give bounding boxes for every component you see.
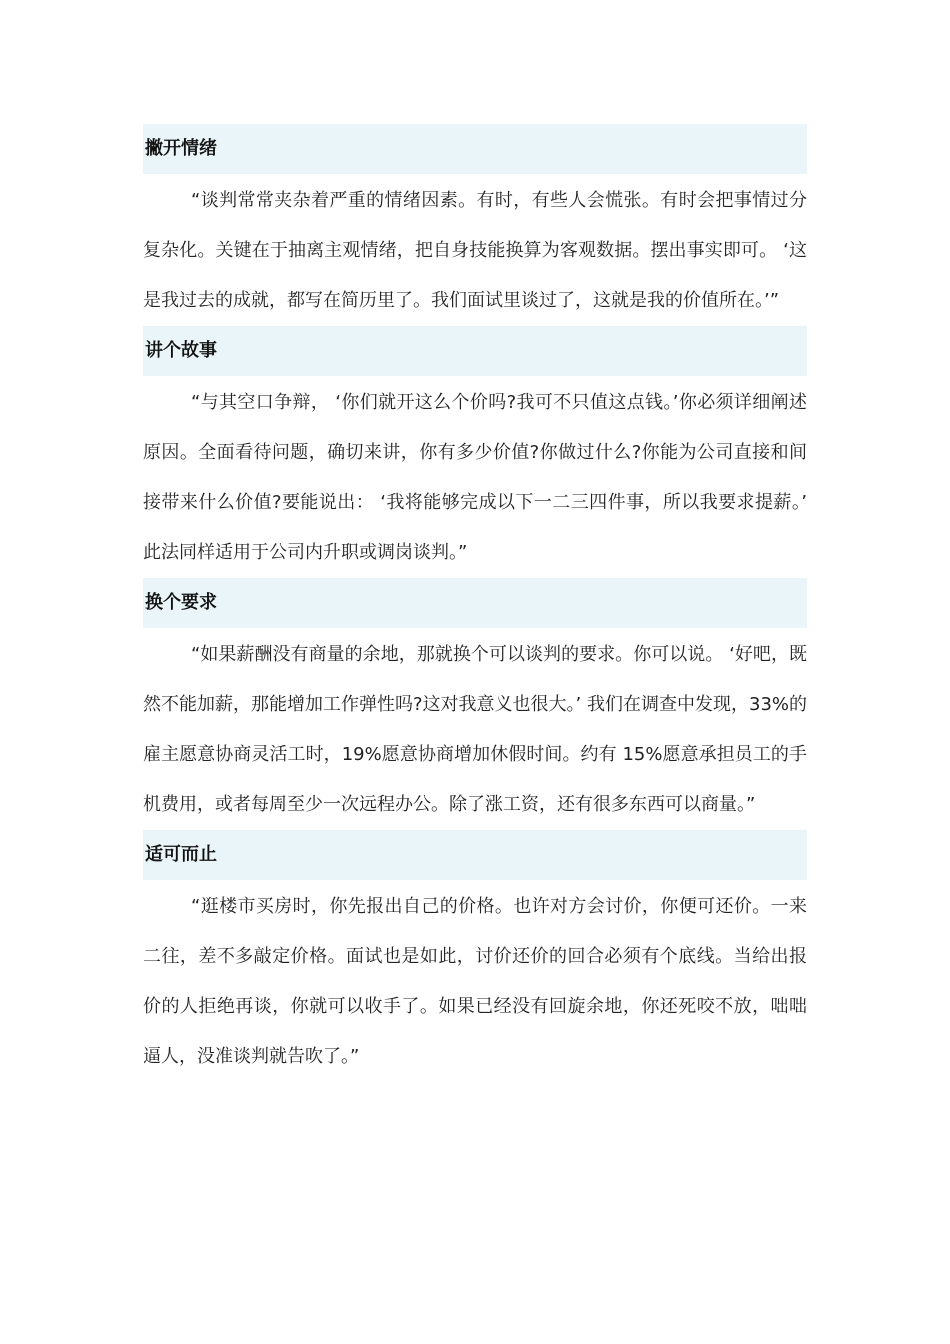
section-story — [143, 326, 807, 578]
section-paragraph: “如果薪酬没有商量的余地，那就换个可以谈判的要求。你可以说。 ‘好吧，既然不能加薪，那能增加工作弹性吗?这对我意义也很大。’ 我们在调查中发现，33%的雇主愿意协商灵活工时，19%愿意协商增加休假时间。约有 15%愿意承担员工的手机费用，或者每周至少一次远程办公。除了涨工资，还有很多东西可以商量。” — [143, 644, 808, 815]
section-heading: 适可而止 — [143, 830, 807, 880]
section-paragraph: “逛楼市买房时，你先报出自己的价格。也许对方会讨价，你便可还价。一来二往，差不多敲定价格。面试也是如此，讨价还价的回合必须有个底线。当给出报价的人拒绝再谈，你就可以收手了。如果已经没有回旋余地，你还死咬不放，咄咄逼人，没准谈判就告吹了。” — [143, 896, 807, 1067]
document-body — [143, 124, 807, 1082]
section-heading: 换个要求 — [143, 578, 807, 628]
section-heading: 撇开情绪 — [143, 124, 807, 174]
section-alternative-request — [143, 578, 807, 830]
section-heading: 讲个故事 — [143, 326, 807, 376]
section-paragraph: “谈判常常夹杂着严重的情绪因素。有时，有些人会慌张。有时会把事情过分复杂化。关键在于抽离主观情绪，把自身技能换算为客观数据。摆出事实即可。 ‘这是我过去的成就，都写在简历里了。我们面试里谈过了，这就是我的价值所在。’” — [143, 190, 807, 311]
section-paragraph: “与其空口争辩， ‘你们就开这么个价吗?我可不只值这点钱。’你必须详细阐述原因。全面看待问题，确切来讲，你有多少价值?你做过什么?你能为公司直接和间接带来什么价值?要能说出： ‘我将能够完成以下一二三四件事，所以我要求提薪。’ 此法同样适用于公司内升职或调岗谈判。” — [143, 392, 807, 563]
section-emotion — [143, 124, 807, 326]
section-know-when-to-stop — [143, 830, 807, 1082]
